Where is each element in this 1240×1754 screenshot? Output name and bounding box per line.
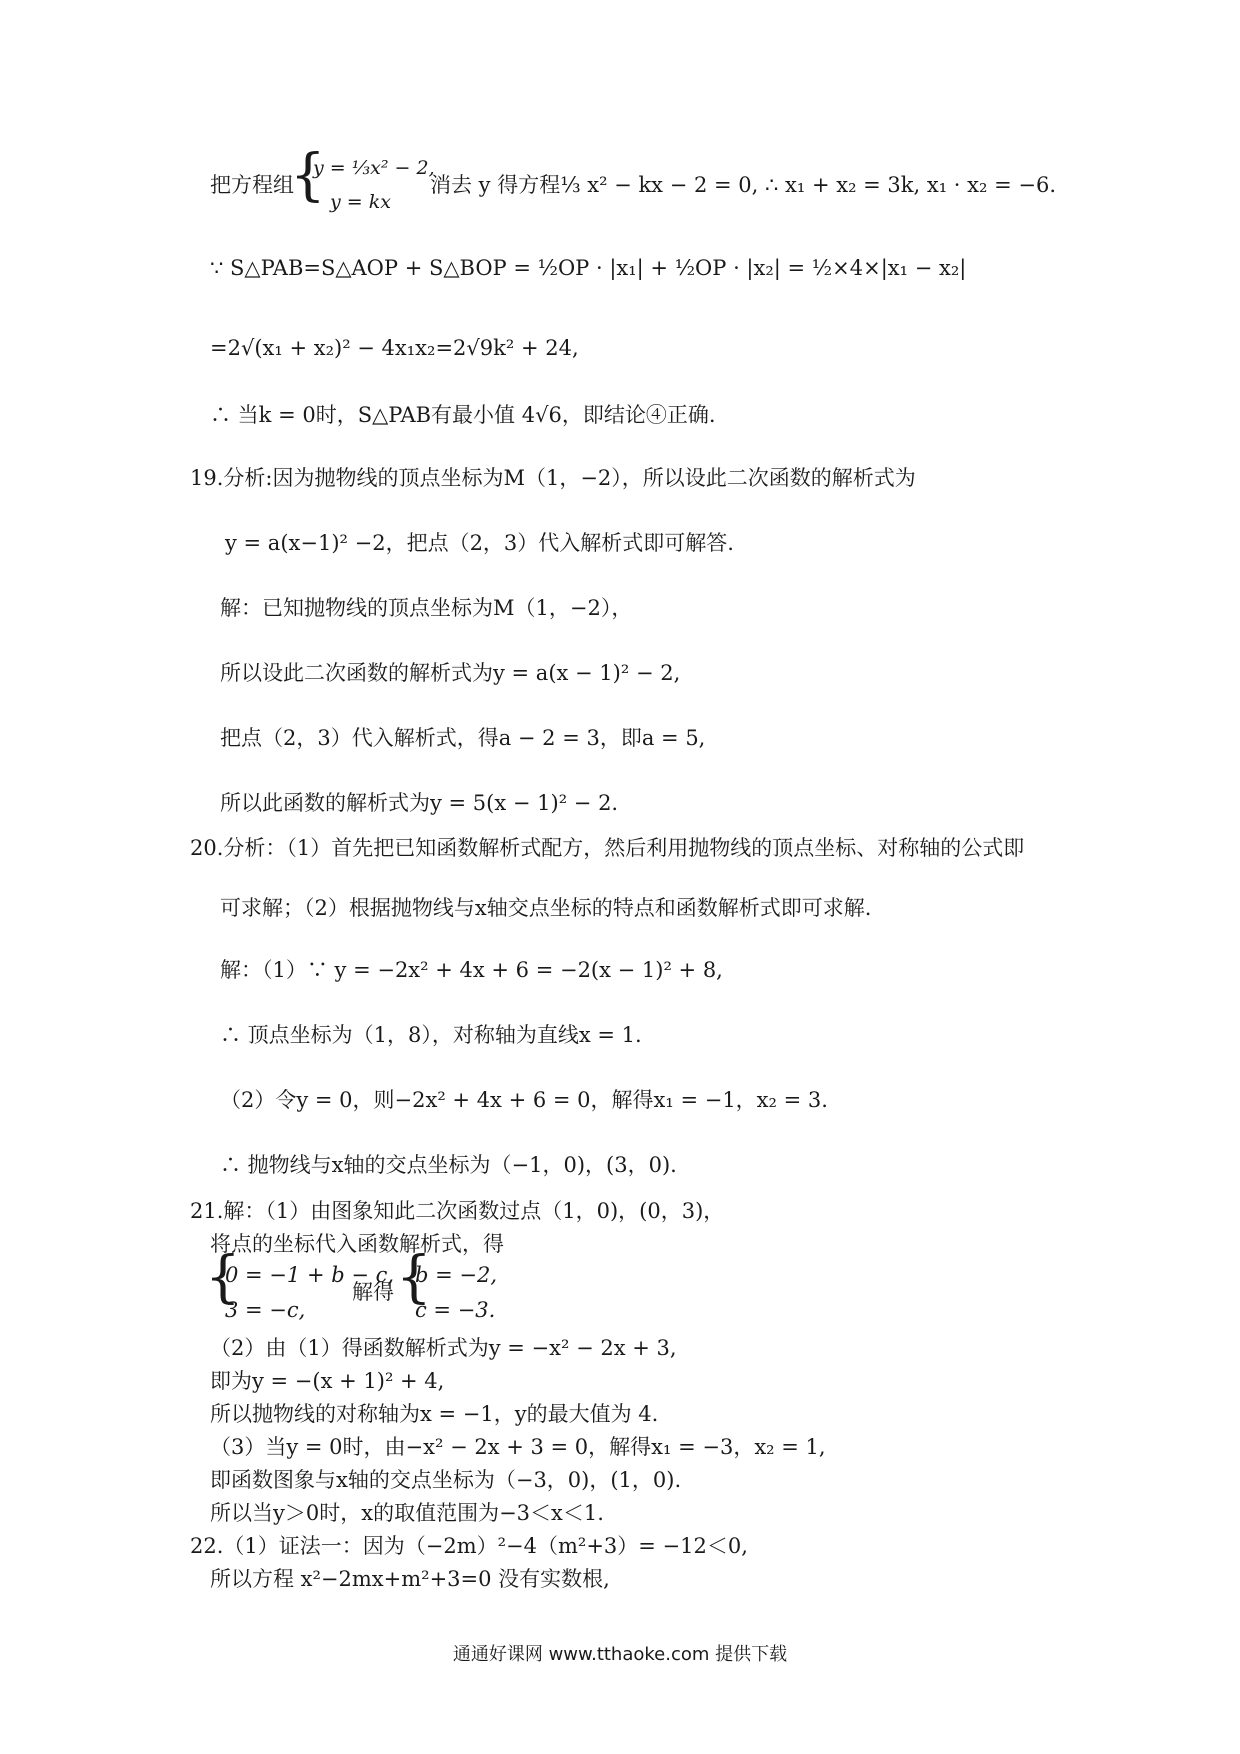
q18-system-prefix: 把方程组: [210, 173, 294, 197]
q19-solution-1: 解：已知抛物线的顶点坐标为M（1，−2），: [220, 596, 633, 620]
q21-line-4: 即为y = −(x + 1)² + 4,: [210, 1369, 445, 1393]
q21-system-brace-b: {: [396, 1245, 432, 1310]
q21-line-2: 将点的坐标代入函数解析式，得: [210, 1232, 504, 1256]
q19-solution-4: 所以此函数的解析式为y = 5(x − 1)² − 2.: [220, 791, 619, 815]
q18-system-after: 消去 y 得方程⅓ x² − kx − 2 = 0, ∴ x₁ + x₂ = 3k, x₁ · x₂ = −6.: [430, 173, 1057, 197]
q20-analysis-2: 可求解；（2）根据抛物线与x轴交点坐标的特点和函数解析式即可求解.: [220, 896, 872, 920]
q21-system-b1: b = −2,: [415, 1263, 498, 1287]
q22-line-1: 22.（1）证法一：因为（−2m）²−4（m²+3）= −12＜0,: [190, 1534, 748, 1558]
page-footer: 通通好课网 www.tthaoke.com 提供下载: [452, 1644, 788, 1665]
q21-line-7: 即函数图象与x轴的交点坐标为（−3，0)，(1，0).: [210, 1468, 682, 1492]
q21-line-3: （2）由（1）得函数解析式为y = −x² − 2x + 3,: [210, 1336, 677, 1360]
q18-system-eq2: y = kx: [330, 191, 391, 213]
q19-analysis-1: 19.分析:因为抛物线的顶点坐标为M（1，−2），所以设此二次函数的解析式为: [190, 466, 916, 490]
q21-system-b2: c = −3.: [415, 1298, 496, 1322]
q22-line-2: 所以方程 x²−2mx+m²+3=0 没有实数根,: [210, 1567, 610, 1591]
q18-system-eq1: y = ⅓x² − 2,: [313, 157, 435, 179]
q20-solution-1: 解：（1）∵ y = −2x² + 4x + 6 = −2(x − 1)² + 8,: [220, 958, 723, 982]
q21-line-8: 所以当y＞0时，x的取值范围为−3＜x＜1.: [210, 1501, 604, 1525]
q18-sqrt-line: =2√(x₁ + x₂)² − 4x₁x₂=2√9k² + 24,: [210, 336, 579, 360]
q20-solution-4: ∴ 抛物线与x轴的交点坐标为（−1，0)，(3，0).: [220, 1153, 677, 1177]
q21-system-mid: 解得: [352, 1280, 394, 1304]
q19-solution-2: 所以设此二次函数的解析式为y = a(x − 1)² − 2,: [220, 661, 681, 685]
q21-system-a2: 3 = −c,: [225, 1298, 306, 1322]
q19-solution-3: 把点（2，3）代入解析式，得a − 2 = 3，即a = 5,: [220, 726, 706, 750]
q20-analysis-1: 20.分析：（1）首先把已知函数解析式配方，然后利用抛物线的顶点坐标、对称轴的公式即: [190, 836, 1025, 860]
q18-conclusion: ∴ 当k = 0时，S△PAB有最小值 4√6，即结论④正确.: [210, 403, 716, 427]
q21-system-brace-a: {: [205, 1245, 241, 1310]
q18-system-brace: {: [290, 143, 326, 208]
q19-analysis-2: y = a(x−1)² −2，把点（2，3）代入解析式即可解答.: [225, 531, 734, 555]
q21-line-6: （3）当y = 0时，由−x² − 2x + 3 = 0，解得x₁ = −3，x₂ = 1,: [210, 1435, 826, 1459]
q21-line-1: 21.解：（1）由图象知此二次函数过点（1，0)，(0，3)，: [190, 1199, 725, 1223]
q21-line-5: 所以抛物线的对称轴为x = −1，y的最大值为 4.: [210, 1402, 659, 1426]
q20-solution-3: （2）令y = 0，则−2x² + 4x + 6 = 0，解得x₁ = −1，x₂ = 3.: [220, 1088, 828, 1112]
q21-system-a1: 0 = −1 + b − c,: [225, 1263, 395, 1287]
q20-solution-2: ∴ 顶点坐标为（1，8），对称轴为直线x = 1.: [220, 1023, 642, 1047]
q18-area-line: ∵ S△PAB=S△AOP + S△BOP = ½OP · |x₁| + ½OP · |x₂| = ½×4×|x₁ − x₂|: [210, 256, 967, 280]
